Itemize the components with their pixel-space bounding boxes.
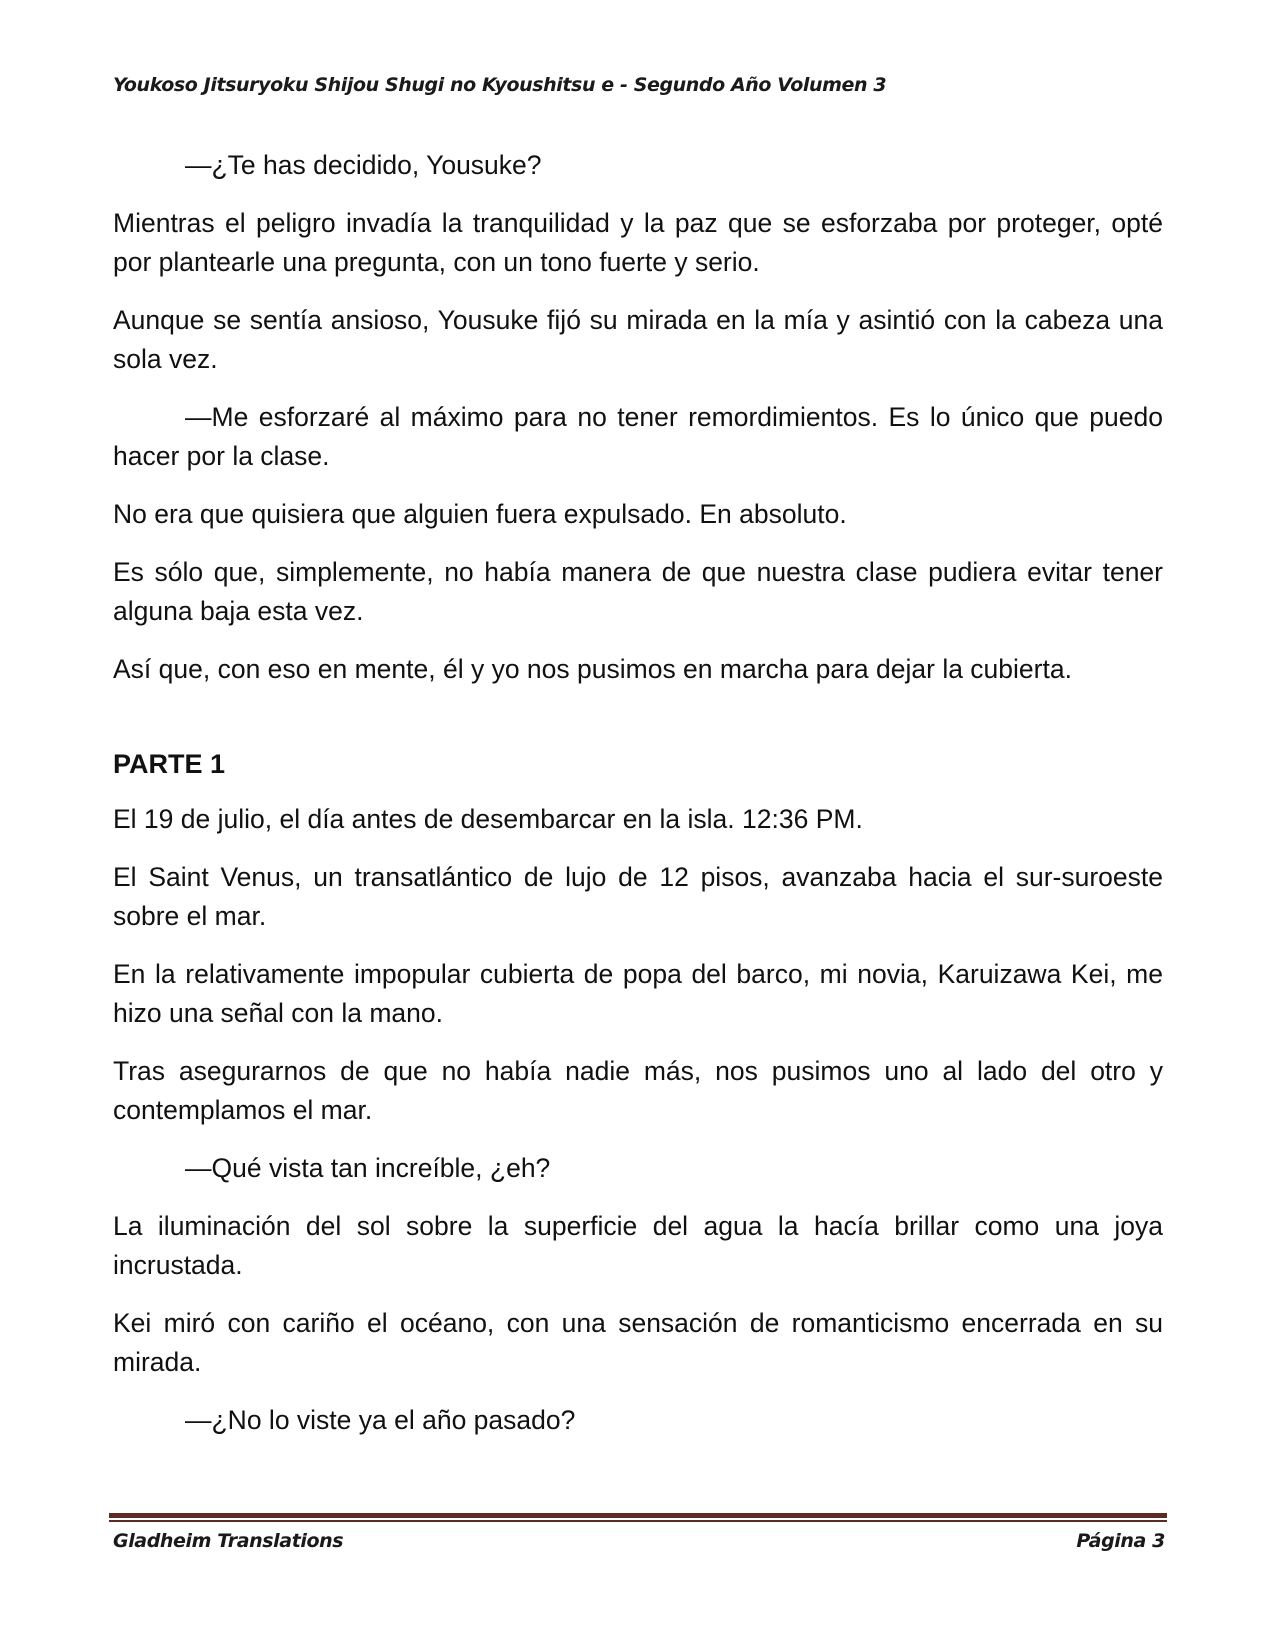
paragraph: Kei miró con cariño el océano, con una sensación de romanticismo encerrada en su mirada. <box>113 1308 1163 1377</box>
paragraph: La iluminación del sol sobre la superficie del agua la hacía brillar como una joya incrustada. <box>113 1211 1163 1280</box>
paragraph: —¿No lo viste ya el año pasado? <box>185 1405 576 1435</box>
page-body <box>113 146 1163 1459</box>
running-header: Youkoso Jitsuryoku Shijou Shugi no Kyoushitsu e - Segundo Año Volumen 3 <box>113 74 887 96</box>
paragraph: Tras asegurarnos de que no había nadie más, nos pusimos uno al lado del otro y contemplamos el mar. <box>113 1056 1163 1125</box>
paragraph: En la relativamente impopular cubierta de popa del barco, mi novia, Karuizawa Kei, me hizo una señal con la mano. <box>113 959 1163 1028</box>
footer-divider <box>109 1513 1167 1522</box>
paragraph: El Saint Venus, un transatlántico de lujo de 12 pisos, avanzaba hacia el sur-suroeste sobre el mar. <box>113 862 1163 931</box>
paragraph: —Qué vista tan increíble, ¿eh? <box>185 1153 551 1183</box>
paragraph: Es sólo que, simplemente, no había manera de que nuestra clase pudiera evitar tener alguna baja esta vez. <box>113 557 1163 626</box>
paragraph: El 19 de julio, el día antes de desembarcar en la isla. 12:36 PM. <box>113 804 863 834</box>
page-number: Página 3 <box>1076 1530 1165 1552</box>
paragraph: Mientras el peligro invadía la tranquilidad y la paz que se esforzaba por proteger, opté por plantearle una pregunta, con un tono fuerte y serio. <box>113 208 1163 277</box>
paragraph: —Me esforzaré al máximo para no tener remordimientos. Es lo único que puedo hacer por la clase. <box>113 402 1163 471</box>
paragraph: Aunque se sentía ansioso, Yousuke fijó su mirada en la mía y asintió con la cabeza una sola vez. <box>113 305 1163 374</box>
paragraph: No era que quisiera que alguien fuera expulsado. En absoluto. <box>113 499 847 529</box>
paragraph: —¿Te has decidido, Yousuke? <box>185 150 542 180</box>
paragraph: Así que, con eso en mente, él y yo nos pusimos en marcha para dejar la cubierta. <box>113 654 1072 684</box>
section-heading: PARTE 1 <box>113 749 226 779</box>
footer-credit: Gladheim Translations <box>113 1530 344 1552</box>
